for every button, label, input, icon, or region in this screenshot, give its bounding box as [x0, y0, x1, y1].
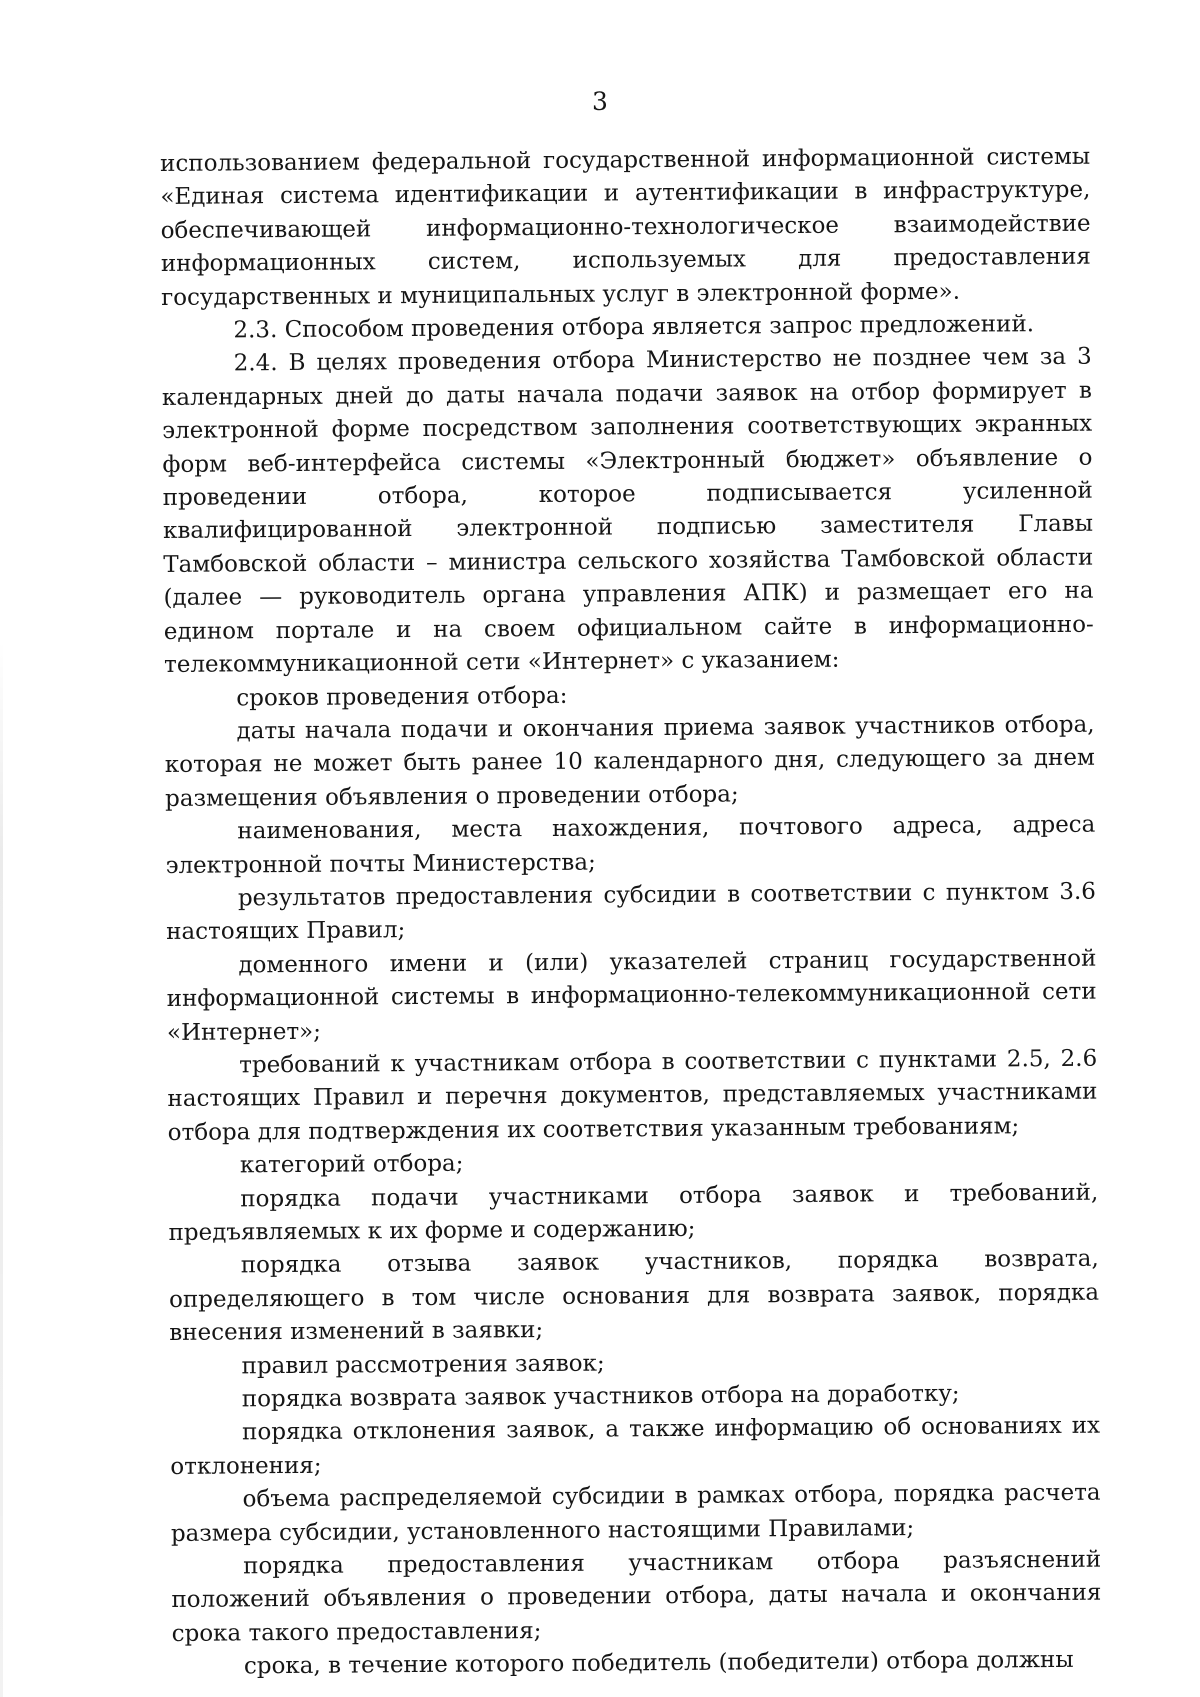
list-item: объема распределяемой субсидии в рамках отбора, порядка расчета размера субсидии, установленного настоящими Правилами; — [170, 1479, 1101, 1547]
list-item: результатов предоставления субсидии в соответствии с пунктом 3.6 настоящих Правил; — [166, 878, 1096, 946]
list-item: доменного имени и (или) указателей страниц государственной информационной системы в информационно-телекоммуникационной сети «Интернет»; — [166, 945, 1097, 1046]
paragraph-2-4: 2.4. В целях проведения отбора Министерство не позднее чем за 3 календарных дней до даты начала подачи заявок на отбор формирует в электронной форме посредством заполнения соответствующих экранных форм веб-интерфейса системы «Электронный бюджет» объявление о проведении отбора, которое подписывается усиленной квалифицированной электронной подписью заместителя Главы Тамбовской области – министра сельского хозяйства Тамбовской области (далее — руководитель органа управления АПК) и размещает его на едином портале и на своем официальном сайте в информационно-телекоммуникационной сети «Интернет» с указанием: — [161, 344, 1094, 679]
list-item: порядка отклонения заявок, а также информацию об основаниях их отклонения; — [170, 1413, 1101, 1480]
list-item: наименования, места нахождения, почтового адреса, адреса электронной почты Министерства; — [165, 811, 1096, 879]
list-item: срока, в течение которого победитель (победители) отбора должны — [243, 1647, 1074, 1680]
document-body — [160, 141, 1102, 1685]
list-item: даты начала подачи и окончания приема заявок участников отбора, которая не может быть ранее 10 календарного дня, следующего за днем размещения объявления о проведении отбора; — [164, 711, 1095, 812]
list-item: категорий отбора; — [239, 1150, 464, 1179]
paragraph-2-3: 2.3. Способом проведения отбора является запрос предложений. — [233, 311, 1035, 344]
list-item: порядка подачи участниками отбора заявок и требований, предъявляемых к их форме и содержанию; — [168, 1179, 1099, 1246]
list-item: сроков проведения отбора: — [236, 682, 568, 711]
list-item: правил рассмотрения заявок; — [241, 1350, 605, 1380]
scan-edge-shadow — [0, 640, 3, 1697]
list-item: порядка возврата заявок участников отбора на доработку; — [241, 1380, 960, 1413]
page-number: 3 — [592, 87, 608, 116]
paragraph-continuation: использованием федеральной государственной информационной системы «Единая система идентификации и аутентификации в инфраструктуре, обеспечивающей информационно-технологическое взаимодействие информационных систем, используемых для предоставления государственных и муниципальных услуг в электронной форме». — [160, 143, 1091, 311]
list-item: требований к участникам отбора в соответствии с пунктами 2.5, 2.6 настоящих Правил и перечня документов, представляемых участниками отбора для подтверждения их соответствия указанным требованиям; — [167, 1045, 1098, 1146]
list-item: порядка предоставления участникам отбора разъяснений положений объявления о проведении отбора, даты начала и окончания срока такого предоставления; — [171, 1546, 1102, 1647]
list-item: порядка отзыва заявок участников, порядка возврата, определяющего в том числе основания для возврата заявок, порядка внесения изменений в заявки; — [168, 1246, 1100, 1347]
